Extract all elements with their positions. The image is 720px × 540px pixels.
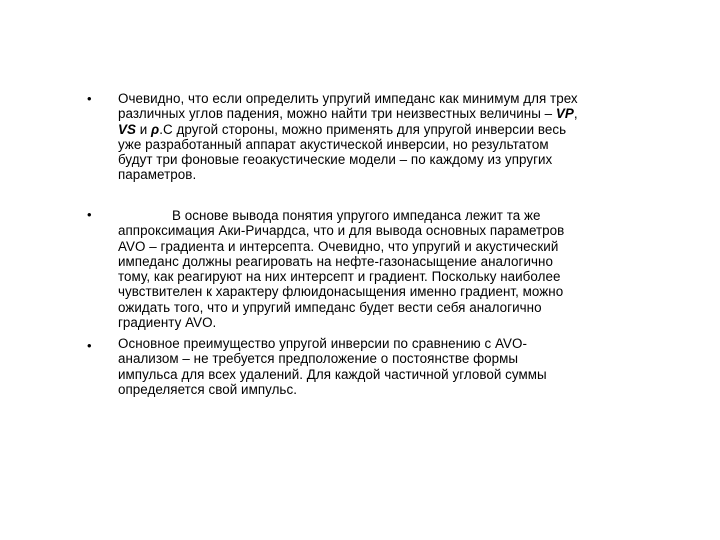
text-line [118, 382, 688, 397]
text-run: будут три фоновые геоакустические модели – по каждому из упругих [118, 152, 553, 168]
text-line [118, 254, 688, 269]
text-run: AVO – градиента и интерсепта. Очевидно, что упругий и акустический [118, 238, 559, 254]
bullet-1: • [87, 91, 92, 106]
text-run: определяется свой импульс. [118, 381, 297, 397]
emphasis-symbol: VS [118, 121, 136, 137]
text-run: , [573, 106, 578, 122]
text-line [118, 223, 688, 238]
text-run: тому, как реагируют на них интерсепт и градиент. Поскольку наиболее [118, 269, 561, 285]
bullet-3: • [87, 338, 92, 353]
text-run: В основе вывода понятия упругого импеданса лежит та же [172, 208, 541, 223]
text-run: анализом – не требуется предположение о постоянстве формы [118, 351, 519, 367]
text-line [118, 137, 688, 152]
text-run: уже разработанный аппарат акустической инверсии, но результатом [118, 136, 549, 152]
bullet-2: • [87, 207, 92, 222]
text-line [118, 91, 688, 106]
text-line [118, 106, 688, 121]
text-line [118, 336, 688, 351]
text-run: .С другой стороны, можно применять для упругой инверсии весь [159, 121, 567, 137]
emphasis-symbol: VP [555, 106, 574, 122]
text-run: параметров. [118, 167, 197, 183]
text-line [118, 284, 688, 299]
text-run: градиенту AVO. [118, 315, 217, 331]
paragraph-3 [118, 336, 688, 397]
emphasis-symbol: ρ [151, 121, 160, 137]
text-line [118, 367, 688, 382]
text-line [118, 239, 688, 254]
text-line [118, 315, 688, 330]
text-run: аппроксимация Аки-Ричардса, что и для вывода основных параметров [118, 223, 565, 239]
text-run: импульса для всех удалений. Для каждой частичной угловой суммы [118, 366, 547, 382]
text-line [118, 208, 688, 223]
text-run: различных углов падения, можно найти три неизвестных величины – [118, 106, 556, 122]
text-line [118, 122, 688, 137]
text-line [118, 351, 688, 366]
text-line [118, 269, 688, 284]
text-run: Основное преимущество упругой инверсии по сравнению с AVO- [118, 336, 527, 351]
text-run: чувствителен к характеру флюидонасыщения именно градиент, можно [118, 284, 564, 300]
text-line [118, 167, 688, 182]
paragraph-2 [118, 208, 688, 330]
text-run: и [135, 121, 152, 137]
text-line [118, 152, 688, 167]
text-line [118, 300, 688, 315]
text-run: Очевидно, что если определить упругий импеданс как минимум для трех [118, 91, 578, 106]
paragraph-1 [118, 91, 688, 183]
text-run: импеданс должны реагировать на нефте-газонасыщение аналогично [118, 253, 553, 269]
text-run: ожидать того, что и упругий импеданс будет вести себя аналогично [118, 299, 542, 315]
